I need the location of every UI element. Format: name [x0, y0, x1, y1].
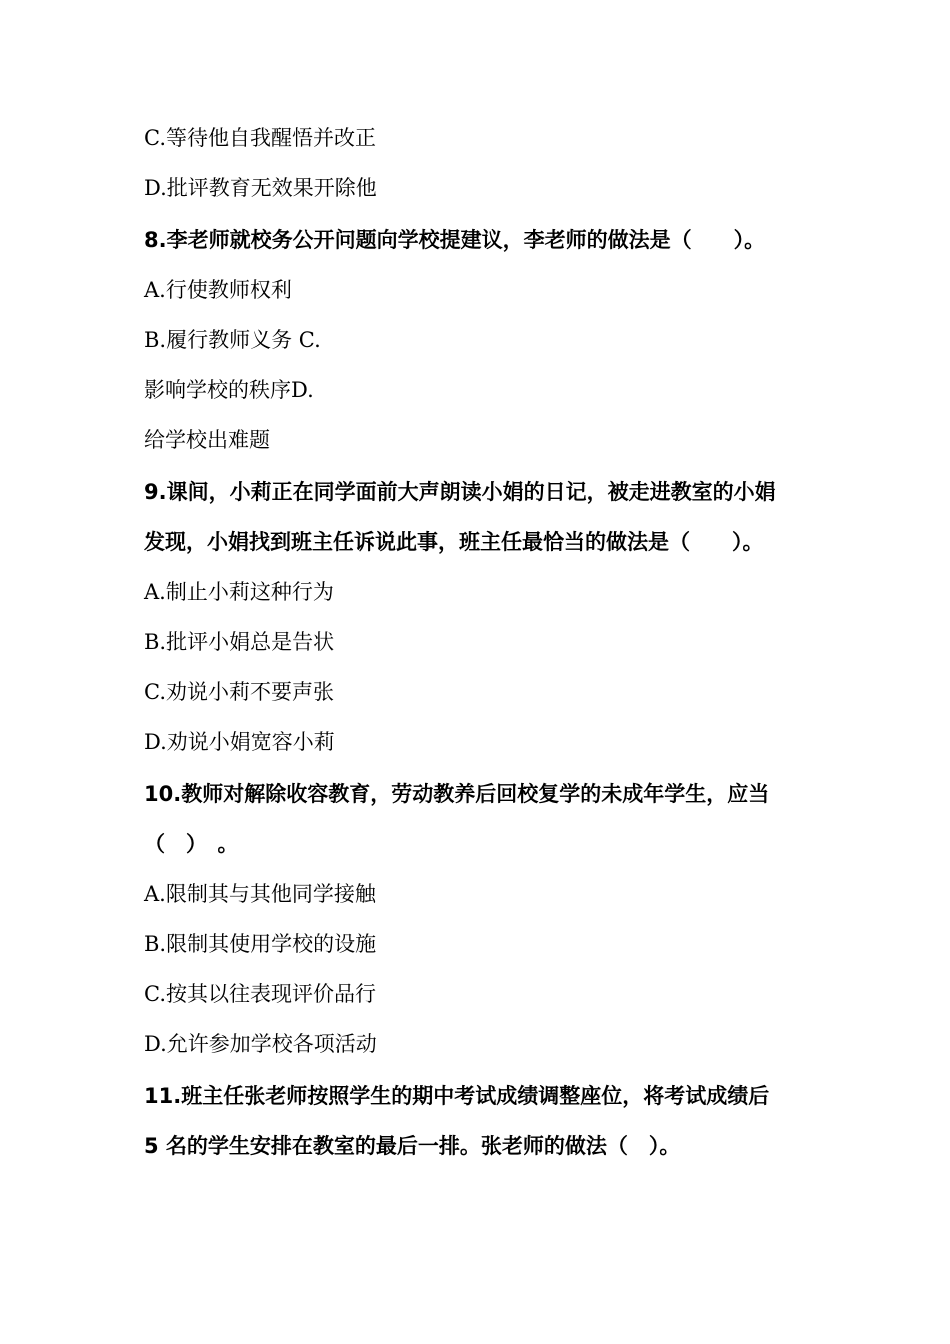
question-8: 8.李老师就校务公开问题向学校提建议，李老师的做法是（ ）。 — [144, 228, 766, 252]
option-7c: C.等待他自我醒悟并改正 — [144, 126, 376, 150]
option-8a: A.行使教师权利 — [144, 278, 292, 302]
option-8b: B.履行教师义务 C. — [144, 328, 321, 352]
option-10a: A.限制其与其他同学接触 — [144, 882, 376, 906]
question-10-line-2: （ ） 。 — [144, 832, 239, 856]
option-9b: B.批评小娟总是告状 — [144, 630, 335, 654]
option-8d: 给学校出难题 — [144, 428, 270, 452]
question-9-line-2: 发现，小娟找到班主任诉说此事，班主任最恰当的做法是（ ）。 — [144, 530, 764, 554]
option-10d: D.允许参加学校各项活动 — [144, 1032, 377, 1056]
option-9a: A.制止小莉这种行为 — [144, 580, 334, 604]
question-9-line-1: 9.课间，小莉正在同学面前大声朗读小娟的日记，被走进教室的小娟 — [144, 480, 776, 504]
question-11-line-2: 5 名的学生安排在教室的最后一排。张老师的做法（ ）。 — [144, 1134, 681, 1158]
option-9c: C.劝说小莉不要声张 — [144, 680, 334, 704]
option-10c: C.按其以往表现评价品行 — [144, 982, 376, 1006]
question-11-line-1: 11.班主任张老师按照学生的期中考试成绩调整座位，将考试成绩后 — [144, 1084, 770, 1108]
question-10-line-1: 10.教师对解除收容教育，劳动教养后回校复学的未成年学生，应当 — [144, 782, 770, 806]
option-7d: D.批评教育无效果开除他 — [144, 176, 377, 200]
option-8c: 影响学校的秩序D. — [144, 378, 314, 402]
option-10b: B.限制其使用学校的设施 — [144, 932, 377, 956]
option-9d: D.劝说小娟宽容小莉 — [144, 730, 335, 754]
